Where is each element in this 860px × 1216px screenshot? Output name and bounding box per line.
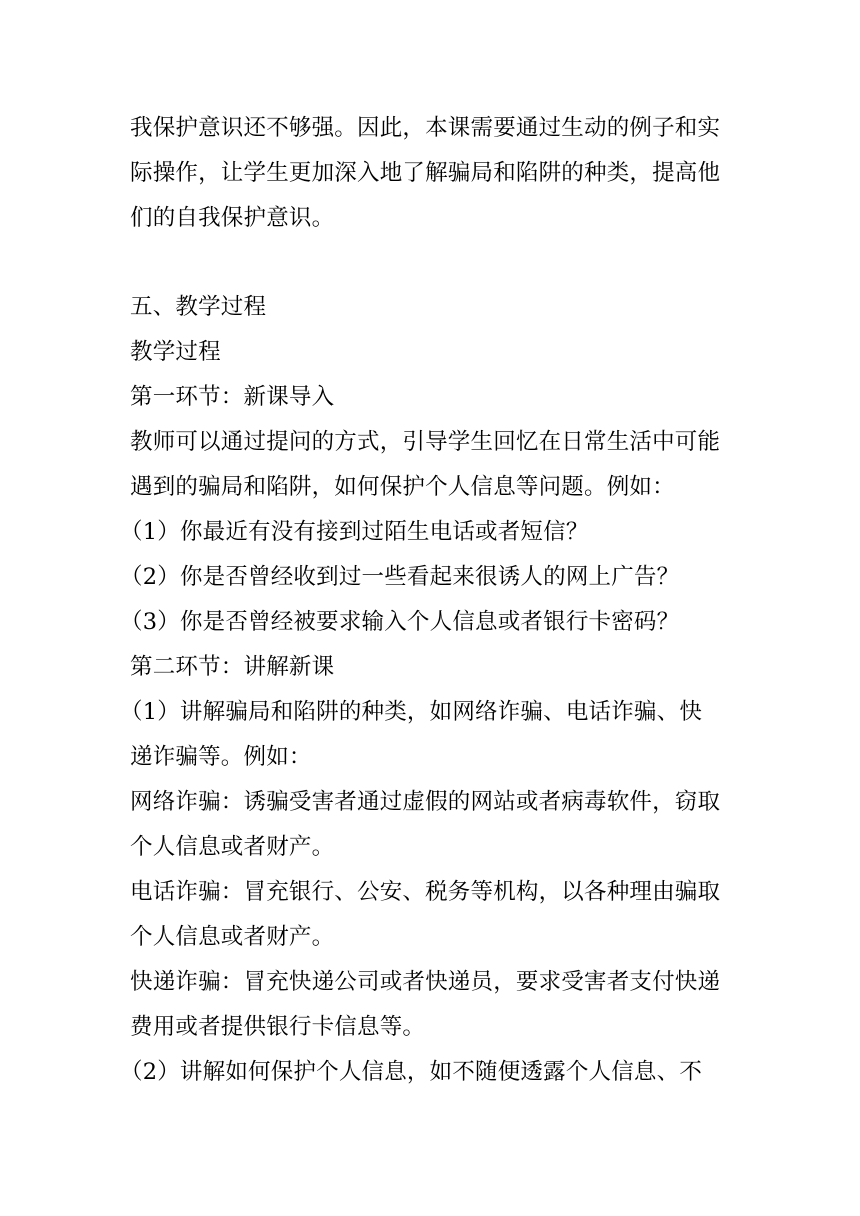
intro-paragraph-line: 我保护意识还不够强。因此，本课需要通过生动的例子和实 — [130, 115, 721, 141]
delivery-fraud-line: 快递诈骗：冒充快递公司或者快递员，要求受害者支付快递 — [130, 969, 721, 995]
intro-paragraph-line: 际操作，让学生更加深入地了解骗局和陷阱的种类，提高他 — [130, 160, 721, 186]
step1-question: （2）你是否曾经收到过一些看起来很诱人的网上广告？ — [120, 564, 680, 590]
step2-point2-line: （2）讲解如何保护个人信息，如不随便透露个人信息、不 — [120, 1059, 703, 1085]
step1-paragraph-line: 遇到的骗局和陷阱，如何保护个人信息等问题。例如： — [130, 474, 675, 500]
subheading: 教学过程 — [130, 339, 221, 365]
phone-fraud-line: 个人信息或者财产。 — [130, 924, 335, 950]
step1-question: （3）你是否曾经被要求输入个人信息或者银行卡密码？ — [120, 609, 680, 635]
phone-fraud-line: 电话诈骗：冒充银行、公安、税务等机构，以各种理由骗取 — [130, 879, 721, 905]
delivery-fraud-line: 费用或者提供银行卡信息等。 — [130, 1014, 426, 1040]
section-heading: 五、教学过程 — [130, 294, 267, 320]
step2-point1-line: （1）讲解骗局和陷阱的种类，如网络诈骗、电话诈骗、快 — [120, 699, 703, 725]
network-fraud-line: 网络诈骗：诱骗受害者通过虚假的网站或者病毒软件，窃取 — [130, 789, 721, 815]
step1-question: （1）你最近有没有接到过陌生电话或者短信？ — [120, 519, 589, 545]
step1-title: 第一环节：新课导入 — [130, 384, 335, 410]
intro-paragraph-line: 们的自我保护意识。 — [130, 205, 335, 231]
step2-title: 第二环节：讲解新课 — [130, 654, 335, 680]
step2-point1-line: 递诈骗等。例如： — [130, 744, 312, 770]
network-fraud-line: 个人信息或者财产。 — [130, 834, 335, 860]
step1-paragraph-line: 教师可以通过提问的方式，引导学生回忆在日常生活中可能 — [130, 429, 721, 455]
